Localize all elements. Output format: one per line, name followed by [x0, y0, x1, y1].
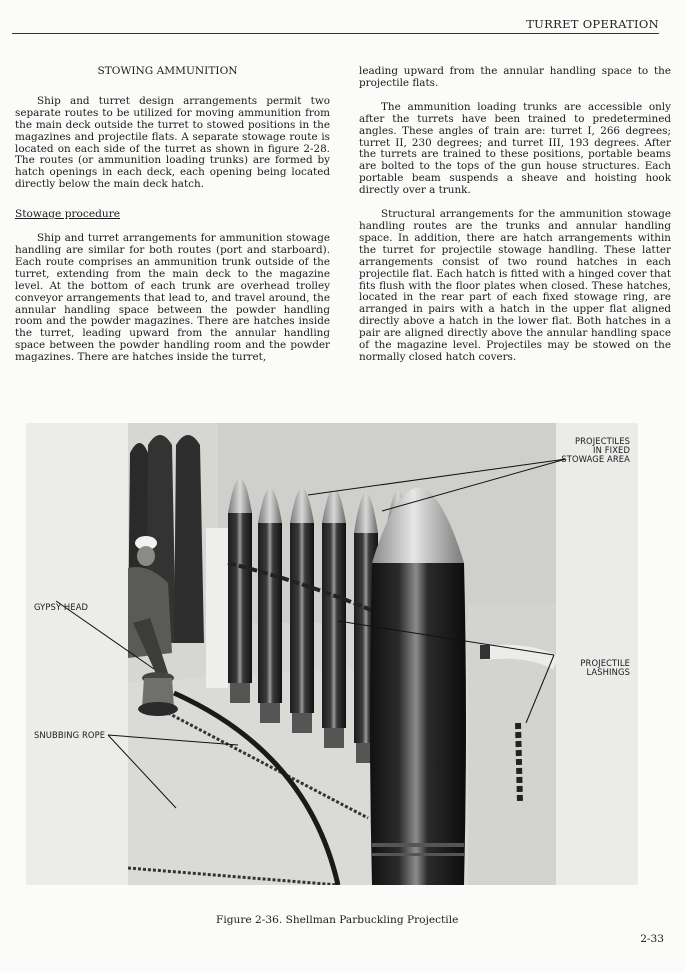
label-line: STOWAGE AREA	[561, 454, 630, 465]
leader-lashings-1	[338, 621, 554, 655]
figure-caption: Figure 2-36. Shellman Parbuckling Projectile	[216, 914, 459, 926]
structural-paragraph: Structural arrangements for the ammunition stowage handling routes are the trunks and annular handling space. In addition, there are hatch arrangements within the turret for projectile stowage handling. These latter arrangements consist of two round hatches in each projectile flat. Each hatch is fitted with a hinged cover that fits flush with the floor plates when closed. These hatches, located in the rear part of each fixed stowage ring, are arranged in pairs with a hatch in the upper flat aligned directly above a hatch in the lower flat. Both hatches in a pair are aligned directly above the annular handling space of the magazine level. Projectiles may be stowed on the normally closed hatch covers.	[359, 208, 672, 363]
procedure-paragraph: Ship and turret arrangements for ammunition stowage handling are similar for both routes (port and starboard). Each route comprises an ammunition trunk outside of the turret, extending from the main deck to the magazine level. At the bottom of each trunk are overhead trolley conveyor arrangements that lead to, and travel around, the annular handling space between the powder handling room and the powder magazines. There are hatches inside the turret, leading upward from the annular handling space between the powder handling room and the powder magazines. There are hatches inside the turret,	[15, 232, 330, 364]
label-gypsy-head: GYPSY HEAD	[34, 602, 89, 612]
running-head: TURRET OPERATION	[526, 17, 659, 31]
label-snubbing-rope: SNUBBING ROPE	[34, 730, 106, 740]
leader-lines	[26, 423, 638, 885]
label-line: LASHINGS	[586, 667, 630, 678]
left-column	[15, 66, 330, 376]
leader-projectiles-2	[382, 459, 566, 511]
label-line: PROJECTILE	[580, 658, 630, 668]
header-rule	[12, 33, 659, 34]
leader-lashings-2	[526, 655, 554, 723]
continuation-paragraph: leading upward from the annular handling space to the projectile flats.	[359, 65, 671, 89]
leader-projectiles-1	[308, 459, 566, 495]
leader-snubbing-1	[108, 735, 238, 745]
page-number: 2-33	[640, 933, 664, 945]
trunks-paragraph: The ammunition loading trunks are accessible only after the turrets have been trained to predetermined angles. These angles of train are: turret I, 266 degrees; turret II, 230 degrees; and turret III, 193 degrees. After the turrets are trained to these positions, portable beams are bolted to the tops of the gun house structures. Each portable beam suspends a sheave and hoisting hook directly over a trunk.	[359, 100, 671, 197]
intro-paragraph: Ship and turret design arrangements permit two separate routes to be utilized for moving ammunition from the main deck outside the turret to stowed positions in the magazines and projectile flats. A separate stowage route is located on each side of the turret as shown in figure 2-28. The routes (or ammunition loading trunks) are formed by hatch openings in each deck, each opening being located directly below the main deck hatch.	[15, 94, 330, 191]
section-title: STOWING AMMUNITION	[97, 65, 238, 77]
figure-shellman-parbuckling	[26, 423, 638, 885]
subheading-stowage-procedure: Stowage procedure	[15, 208, 121, 221]
leader-snubbing-2	[108, 735, 176, 808]
label-projectile-lashings	[580, 659, 630, 677]
right-column	[359, 66, 671, 376]
label-projectiles-fixed-stowage	[561, 437, 630, 465]
label-line: IN FIXED	[593, 445, 630, 456]
label-line: PROJECTILES	[574, 436, 630, 446]
